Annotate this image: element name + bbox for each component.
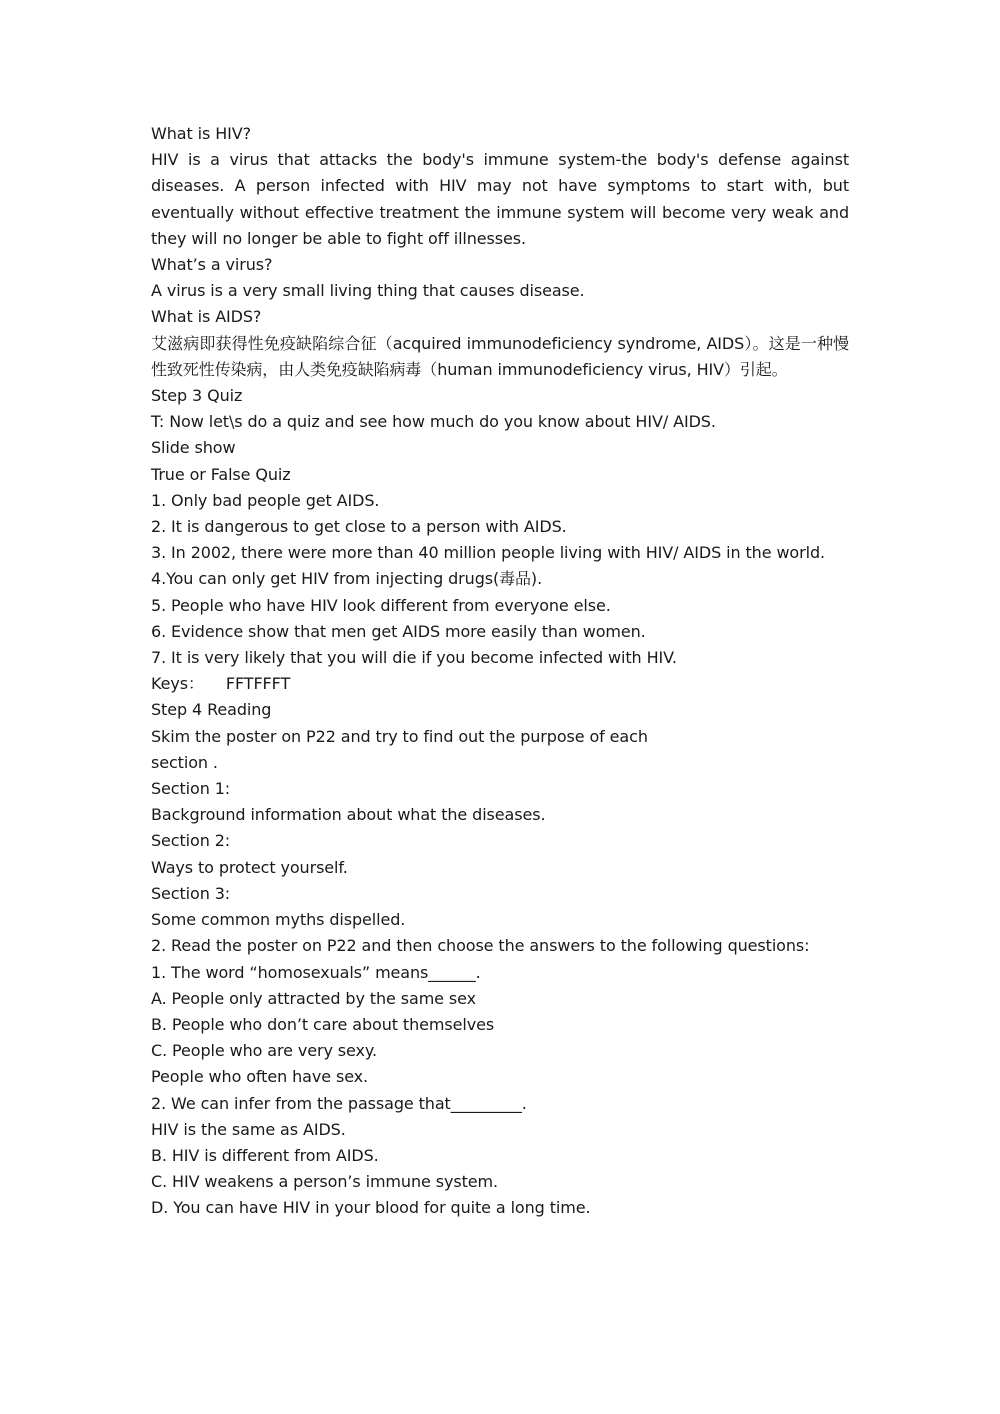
quiz-title: True or False Quiz: [151, 464, 291, 484]
question-2-option: C. HIV weakens a person’s immune system.: [151, 1172, 498, 1192]
quiz-item: 5. People who have HIV look different from everyone else.: [151, 595, 611, 615]
slide-show-label: Slide show: [151, 438, 236, 458]
skim-instruction-line1: Skim the poster on P22 and try to find out the purpose of each: [151, 726, 648, 746]
question-1-option: People who often have sex.: [151, 1067, 369, 1087]
quiz-item: 2. It is dangerous to get close to a person with AIDS.: [151, 517, 567, 537]
keys-label: Keys：: [151, 674, 204, 694]
virus-definition: A virus is a very small living thing that causes disease.: [151, 281, 585, 301]
heading-what-is-hiv: What is HIV?: [151, 124, 251, 143]
quiz-keys: [151, 671, 849, 697]
keys-value: FFTFFFT: [225, 674, 291, 694]
section2-text: Ways to protect yourself.: [151, 857, 348, 877]
quiz-item: 4.You can only get HIV from injecting drugs(毒品).: [151, 569, 543, 589]
document-page: [151, 121, 849, 1222]
step4-heading: Step 4 Reading: [151, 700, 272, 720]
section2-label: Section 2:: [151, 831, 231, 851]
quiz-item: 7. It is very likely that you will die if you become infected with HIV.: [151, 648, 677, 668]
section3-label: Section 3:: [151, 883, 231, 903]
heading-whats-a-virus: What’s a virus?: [151, 255, 273, 275]
skim-instruction-line2: section .: [151, 752, 218, 772]
question-2-option: D. You can have HIV in your blood for quite a long time.: [151, 1198, 591, 1218]
section3-text: Some common myths dispelled.: [151, 910, 406, 930]
quiz-item: 6. Evidence show that men get AIDS more easily than women.: [151, 621, 646, 641]
question-1-option: A. People only attracted by the same sex: [151, 988, 476, 1008]
quiz-item: 1. Only bad people get AIDS.: [151, 490, 380, 510]
section1-text: Background information about what the diseases.: [151, 805, 546, 825]
question-1: 1. The word “homosexuals” means______.: [151, 962, 481, 982]
question-2-option: B. HIV is different from AIDS.: [151, 1145, 379, 1165]
question-2-option: HIV is the same as AIDS.: [151, 1119, 346, 1139]
heading-what-is-aids: What is AIDS?: [151, 307, 262, 327]
teacher-instruction: T: Now let\s do a quiz and see how much do you know about HIV/ AIDS.: [151, 412, 716, 432]
section1-label: Section 1:: [151, 779, 231, 799]
aids-definition: 艾滋病即获得性免疫缺陷综合征（acquired immunodeficiency syndrome, AIDS）。这是一种慢性致死性传染病，由人类免疫缺陷病毒（human immunodeficiency virus, HIV）引起。: [151, 333, 849, 379]
question-2: 2. We can infer from the passage that_________.: [151, 1093, 527, 1113]
step3-heading: Step 3 Quiz: [151, 386, 243, 406]
question-1-option: C. People who are very sexy.: [151, 1041, 377, 1061]
quiz-item: 3. In 2002, there were more than 40 million people living with HIV/ AIDS in the world.: [151, 543, 825, 563]
reading-task-2: 2. Read the poster on P22 and then choose the answers to the following questions:: [151, 936, 810, 956]
hiv-definition: HIV is a virus that attacks the body's immune system-the body's defense against diseases. A person infected with HIV may not have symptoms to start with, but eventually without effective treatment the immune system will become very weak and they will no longer be able to fight off illnesses.: [151, 150, 849, 248]
question-1-option: B. People who don’t care about themselves: [151, 1014, 495, 1034]
